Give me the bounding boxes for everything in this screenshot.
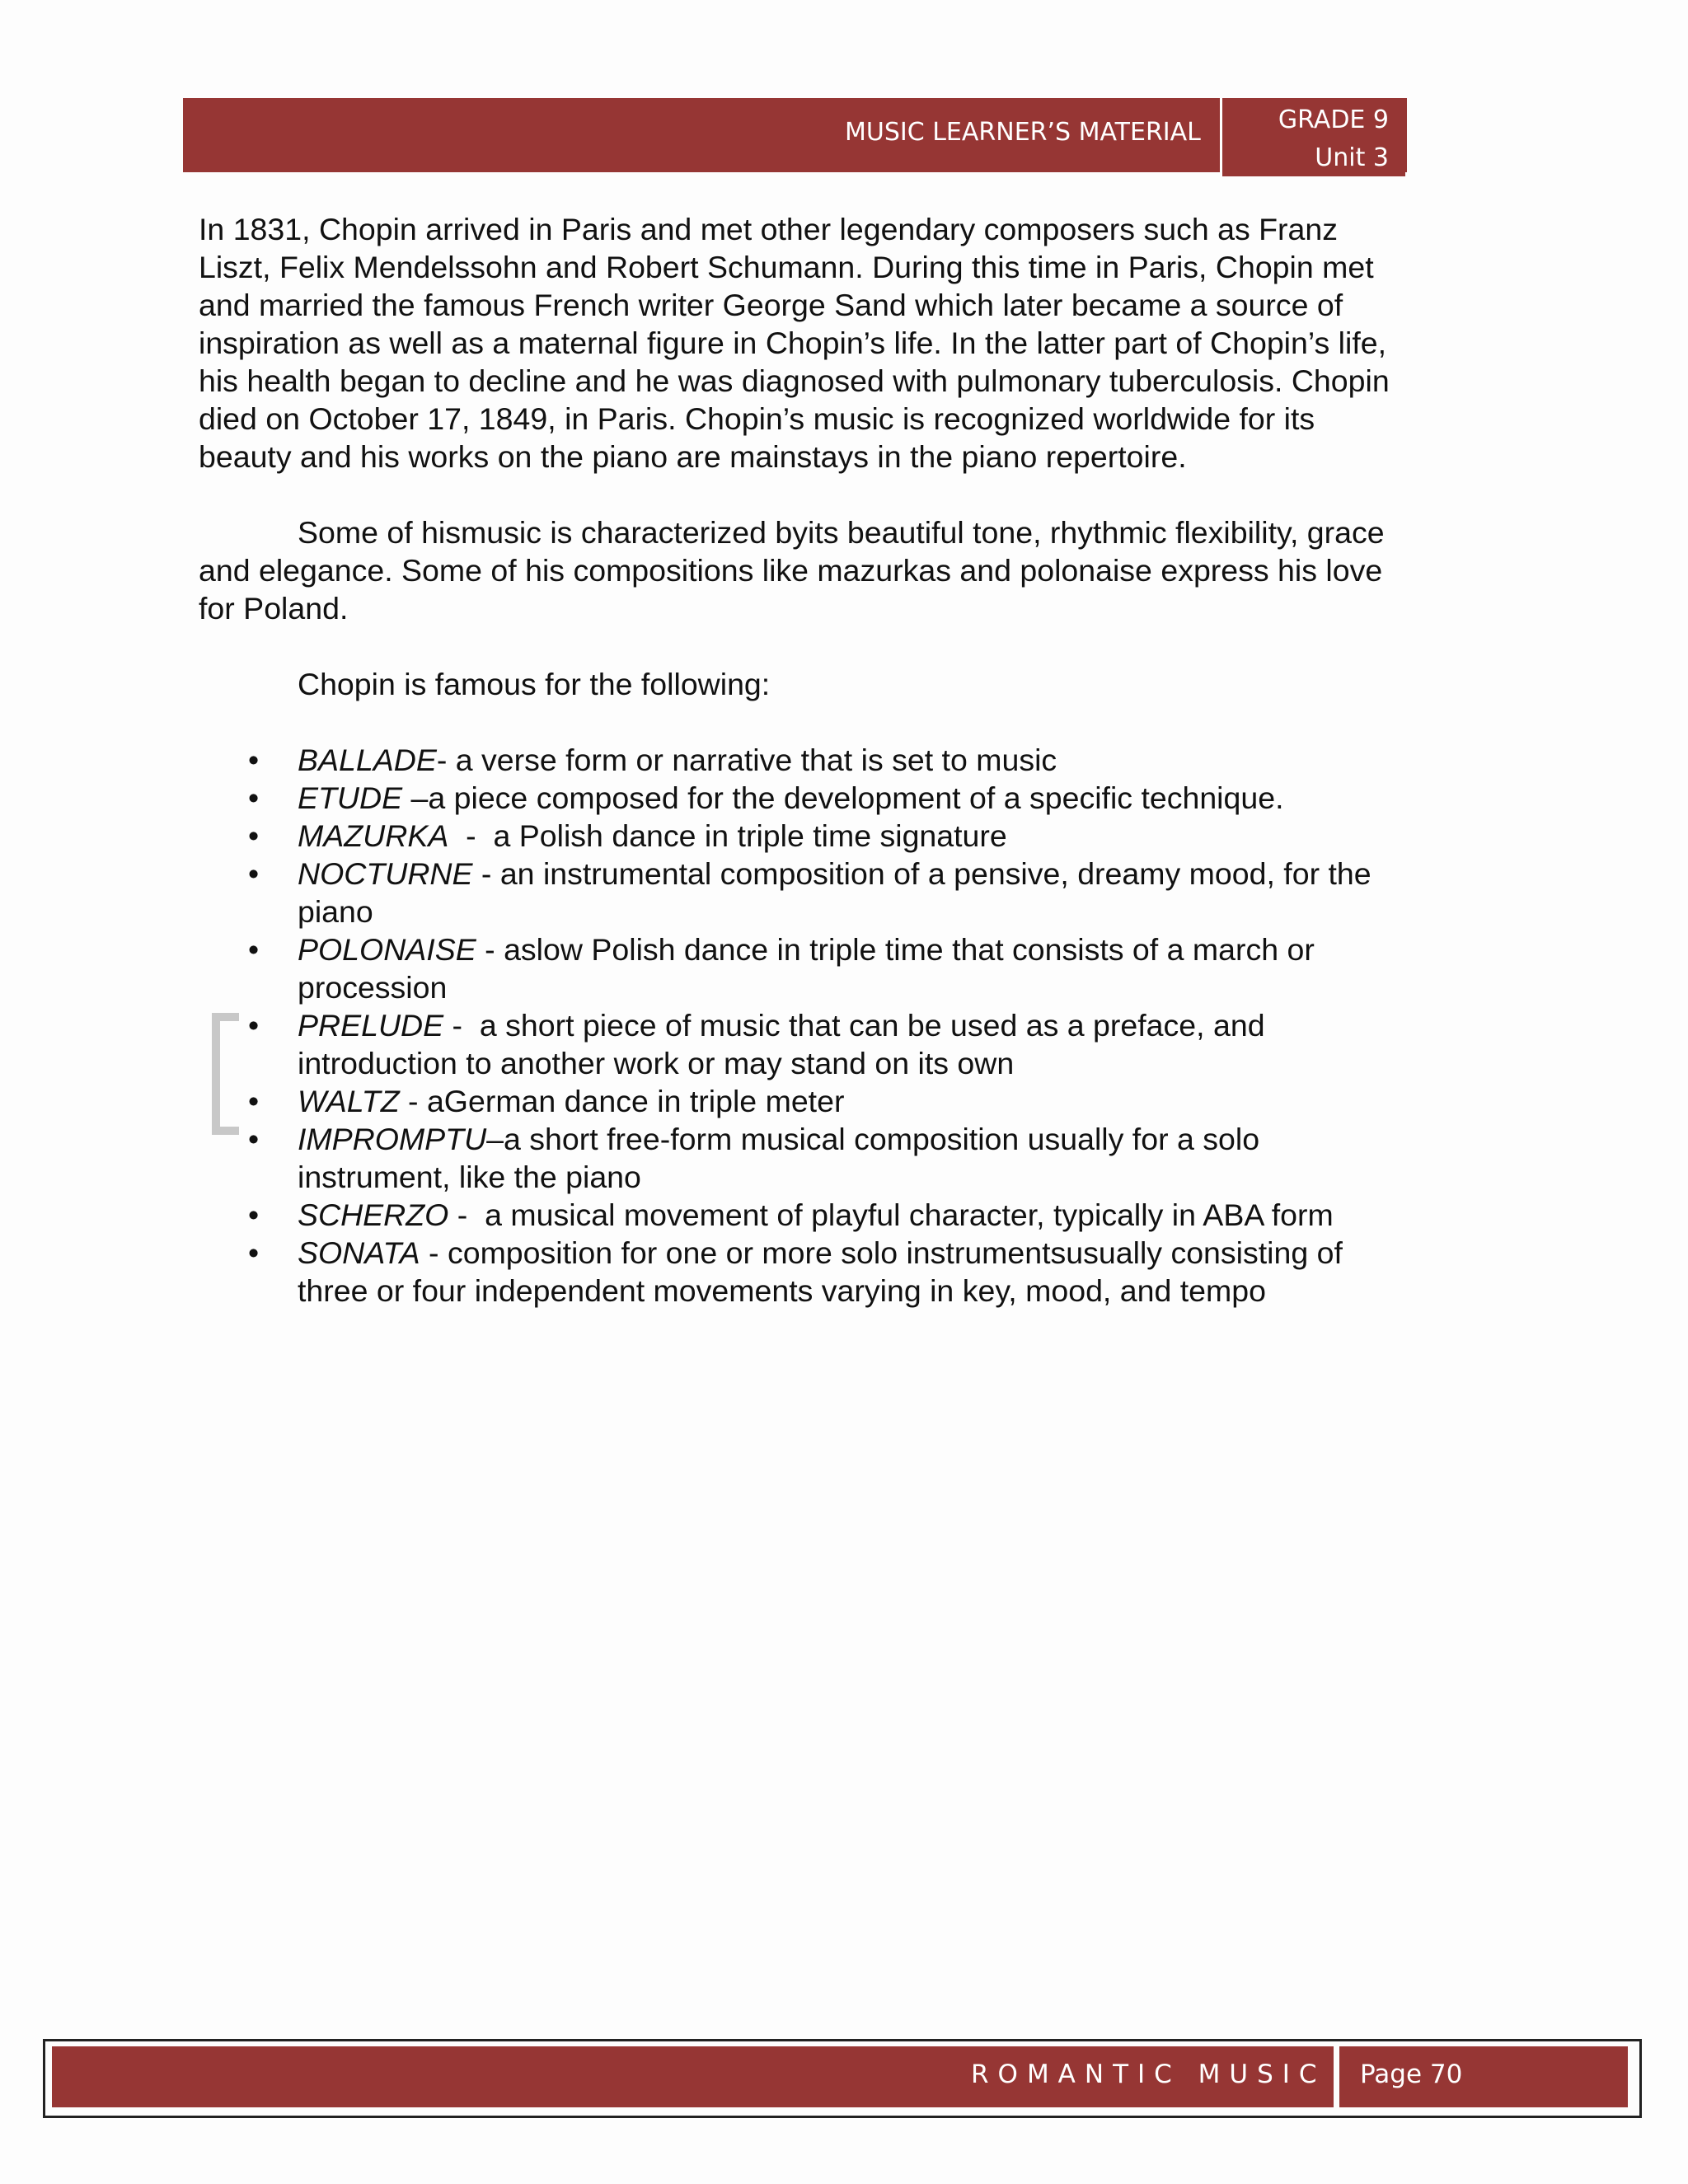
- list-item: [199, 1234, 1402, 1310]
- paragraph-2: Some of hismusic is characterized byits beautiful tone, rhythmic flexibility, grace and elegance. Some of his compositions like mazurkas and polonaise express his love for Poland.: [199, 515, 1385, 626]
- footer-title: ROMANTIC MUSIC: [971, 2060, 1326, 2089]
- term-name: PRELUDE: [298, 1008, 444, 1043]
- term-definition: –a piece composed for the development of a specific technique.: [402, 780, 1284, 815]
- list-item: [199, 855, 1402, 930]
- bullet-icon: •: [248, 1122, 260, 1156]
- bullet-icon: •: [248, 1197, 260, 1232]
- terms-list: [199, 741, 1402, 1310]
- term-definition: - a verse form or narrative that is set to music: [436, 743, 1057, 777]
- term-definition: - aGerman dance in triple meter: [399, 1084, 845, 1118]
- term-name: BALLADE: [298, 743, 437, 777]
- bullet-icon: •: [248, 743, 260, 777]
- term-name: IMPROMPTU: [298, 1122, 487, 1156]
- paragraph-1: In 1831, Chopin arrived in Paris and met other legendary composers such as Franz Liszt, Felix Mendelssohn and Robert Schumann. During this time in Paris, Chopin met and married the famous French writer George Sand which later became a source of inspiration as well as a maternal figure in Chopin’s life. In the latter part of Chopin’s life, his health began to decline and he was diagnosed with pulmonary tuberculosis. Chopin died on October 17, 1849, in Paris. Chopin’s music is recognized worldwide for its beauty and his works on the piano are mainstays in the piano repertoire.: [199, 212, 1390, 474]
- term-definition: - a musical movement of playful character, typically in ABA form: [448, 1197, 1334, 1232]
- term-name: WALTZ: [298, 1084, 400, 1118]
- list-item: [199, 817, 1402, 855]
- list-item: [199, 779, 1402, 817]
- list-item: [199, 741, 1402, 779]
- term-definition: - a short piece of music that can be used as a preface, and introduction to another work or may stand on its own: [298, 1008, 1273, 1080]
- page-content: [199, 210, 1402, 1310]
- list-item: [199, 1120, 1402, 1196]
- list-item: [199, 1082, 1402, 1120]
- bullet-icon: •: [248, 1008, 260, 1043]
- unit-label: Unit 3: [1315, 143, 1389, 172]
- term-name: SONATA: [298, 1235, 420, 1270]
- list-item: [199, 930, 1402, 1006]
- term-name: NOCTURNE: [298, 856, 473, 891]
- bullet-icon: •: [248, 856, 260, 891]
- bullet-icon: •: [248, 818, 260, 853]
- term-definition: - composition for one or more solo instrumentsusually consisting of three or four independent movements varying in key, mood, and tempo: [298, 1235, 1352, 1308]
- list-item: [199, 1006, 1402, 1082]
- grade-label: GRADE 9: [1278, 105, 1389, 134]
- term-definition: - a Polish dance in triple time signature: [448, 818, 1007, 853]
- header-grade-box: [1220, 98, 1405, 176]
- list-intro: Chopin is famous for the following:: [298, 667, 771, 701]
- term-definition: - aslow Polish dance in triple time that consists of a march or procession: [298, 932, 1324, 1005]
- header-title: MUSIC LEARNER’S MATERIAL: [845, 118, 1201, 147]
- bullet-icon: •: [248, 780, 260, 815]
- side-bracket-mark: [208, 1012, 241, 1136]
- page-number: Page 70: [1360, 2060, 1463, 2089]
- term-name: MAZURKA: [298, 818, 449, 853]
- bullet-icon: •: [248, 1235, 260, 1270]
- term-name: ETUDE: [298, 780, 403, 815]
- term-definition: - an instrumental composition of a pensive, dreamy mood, for the piano: [298, 856, 1381, 929]
- header-grade-label: [1278, 101, 1389, 177]
- term-name: POLONAISE: [298, 932, 476, 967]
- bullet-icon: •: [248, 1084, 260, 1118]
- list-item: [199, 1196, 1402, 1234]
- term-name: SCHERZO: [298, 1197, 449, 1232]
- bullet-icon: •: [248, 932, 260, 967]
- term-definition: –a short free-form musical composition usually for a solo instrument, like the piano: [298, 1122, 1268, 1194]
